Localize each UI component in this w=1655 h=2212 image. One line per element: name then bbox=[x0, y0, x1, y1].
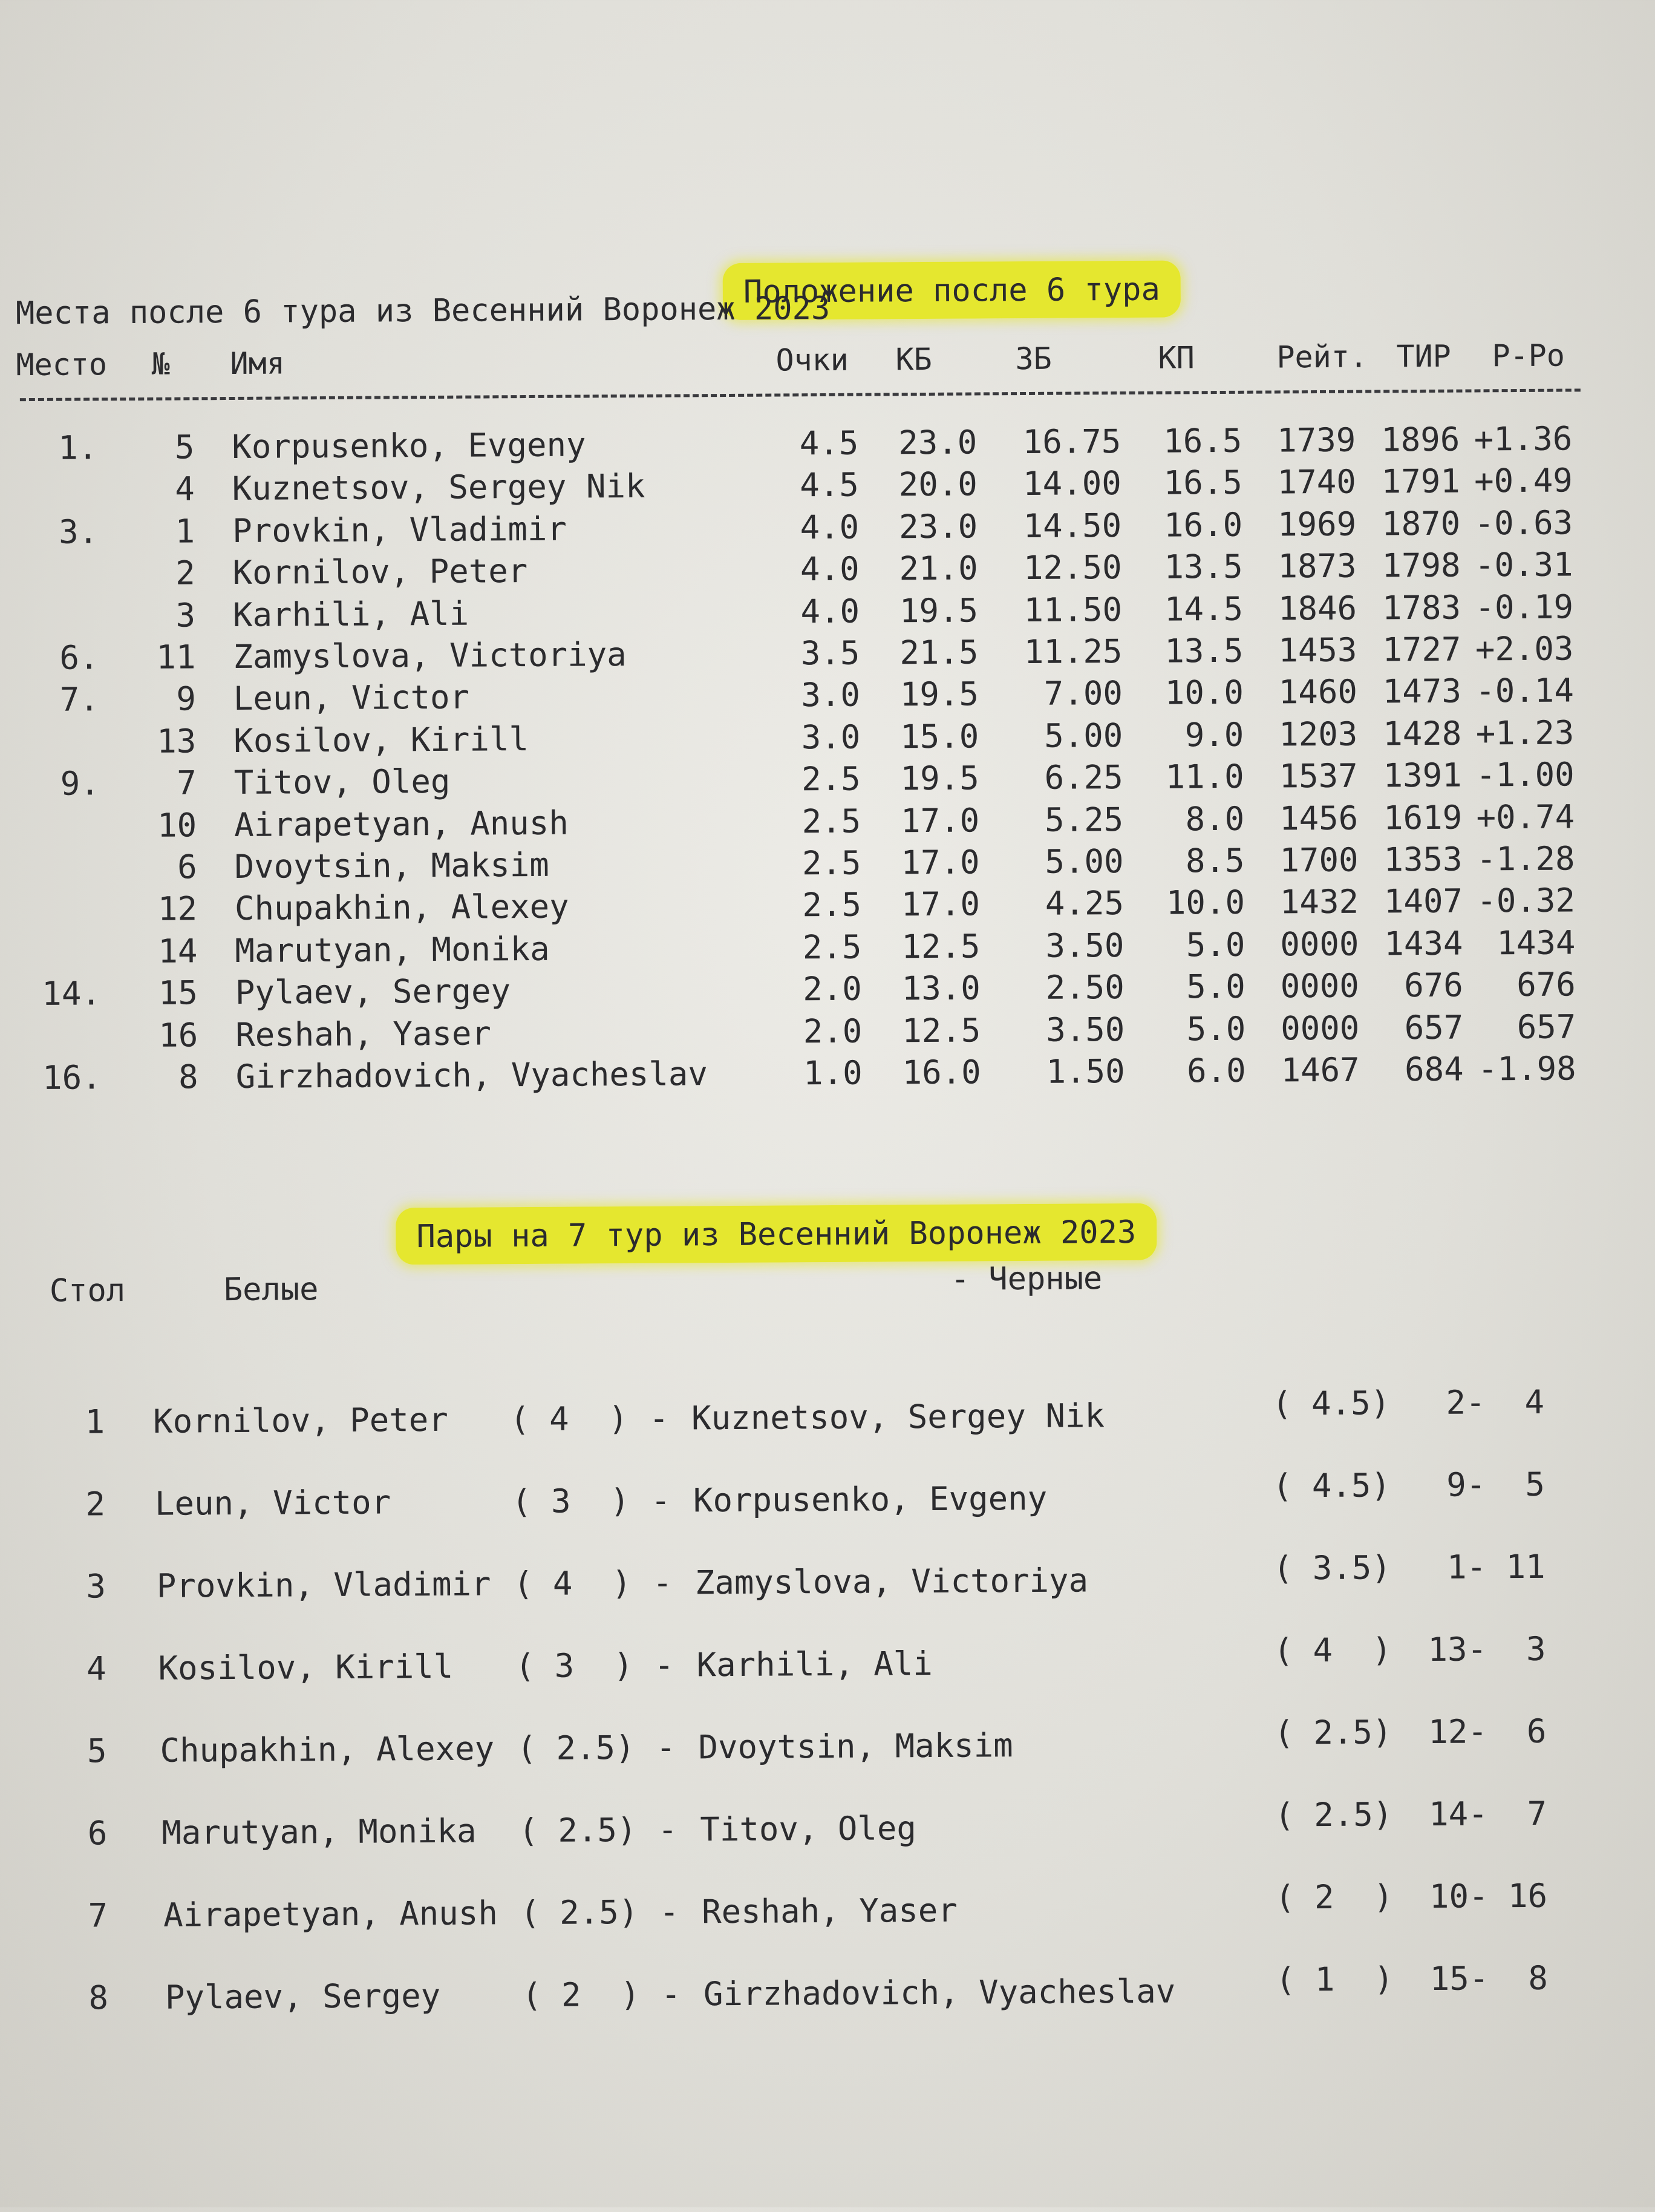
pairing-table: 1 bbox=[85, 1402, 105, 1441]
pairing-bpts: ( 4.5) bbox=[1271, 1384, 1391, 1423]
cell-place: 1. bbox=[58, 428, 98, 467]
cell-place bbox=[0, 552, 98, 553]
cell-kp: 9.0 bbox=[1184, 715, 1244, 754]
header-num: № bbox=[151, 346, 170, 382]
cell-points: 4.0 bbox=[800, 592, 860, 631]
cell-kb: 21.5 bbox=[899, 633, 979, 672]
cell-delta: -1.98 bbox=[1477, 1049, 1576, 1088]
pairing-nums: 14- 7 bbox=[1428, 1794, 1547, 1833]
pairing-nums: 9- 5 bbox=[1446, 1465, 1546, 1504]
cell-tpr: 1473 bbox=[1382, 672, 1462, 711]
cell-rating: 1740 bbox=[1277, 462, 1356, 502]
cell-name: Zamyslova, Victoriya bbox=[233, 635, 627, 676]
pairing-nums: 12- 6 bbox=[1428, 1712, 1547, 1751]
cell-points: 3.0 bbox=[801, 675, 861, 715]
cell-rating: 1846 bbox=[1278, 589, 1357, 628]
pairing-wpts: ( 3 ) bbox=[511, 1482, 630, 1521]
pairing-wpts: ( 2.5) bbox=[517, 1728, 635, 1768]
cell-points: 4.5 bbox=[800, 465, 859, 505]
cell-tpr: 657 bbox=[1404, 1008, 1464, 1047]
cell-points: 4.5 bbox=[799, 424, 859, 463]
pairing-white: Marutyan, Monika bbox=[162, 1811, 477, 1852]
pairing-black: Dvoytsin, Maksim bbox=[698, 1726, 1013, 1767]
cell-rating: 1203 bbox=[1279, 715, 1358, 754]
cell-rating: 1537 bbox=[1279, 756, 1358, 796]
standings-title: Положение после 6 тура bbox=[723, 260, 1181, 320]
cell-delta: +1.23 bbox=[1475, 713, 1575, 753]
pairing-table: 3 bbox=[86, 1567, 106, 1606]
cell-zb: 1.50 bbox=[1046, 1052, 1125, 1091]
pairing-nums: 13- 3 bbox=[1428, 1629, 1546, 1669]
pairing-black: Titov, Oleg bbox=[700, 1809, 917, 1849]
pairing-table: 7 bbox=[88, 1896, 108, 1935]
cell-delta: +2.03 bbox=[1475, 629, 1574, 669]
cell-delta: -0.32 bbox=[1477, 881, 1576, 920]
pairing-white: Provkin, Vladimir bbox=[156, 1565, 491, 1605]
pairing-bpts: ( 4.5) bbox=[1272, 1466, 1391, 1505]
cell-name: Kuznetsov, Sergey Nik bbox=[232, 466, 645, 508]
cell-tpr: 1783 bbox=[1382, 588, 1461, 627]
pairing-nums: 15- 8 bbox=[1429, 1958, 1549, 1998]
cell-tpr: 1727 bbox=[1382, 630, 1461, 669]
cell-kb: 19.5 bbox=[899, 591, 979, 630]
pairing-white: Pylaev, Sergey bbox=[165, 1976, 441, 2017]
cell-rating: 1453 bbox=[1278, 630, 1357, 670]
cell-num: 8 bbox=[178, 1058, 198, 1096]
cell-rating: 0000 bbox=[1280, 966, 1360, 1006]
cell-points: 2.5 bbox=[801, 759, 861, 799]
pairing-row bbox=[4, 1794, 1655, 1856]
cell-zb: 11.25 bbox=[1023, 632, 1123, 672]
cell-kb: 17.0 bbox=[900, 801, 980, 840]
cell-kp: 16.5 bbox=[1163, 463, 1242, 502]
pairing-sep: - bbox=[654, 1646, 674, 1684]
cell-points: 2.0 bbox=[803, 969, 863, 1009]
cell-delta: 657 bbox=[1516, 1007, 1576, 1047]
cell-name: Titov, Oleg bbox=[233, 762, 451, 802]
cell-tpr: 1434 bbox=[1384, 924, 1463, 963]
cell-delta: -0.14 bbox=[1475, 671, 1575, 710]
pairing-black: Karhili, Ali bbox=[696, 1644, 933, 1684]
cell-zb: 6.25 bbox=[1044, 758, 1123, 797]
cell-delta: 1434 bbox=[1497, 923, 1576, 963]
pairing-black: Reshah, Yaser bbox=[701, 1891, 958, 1931]
pairing-table: 8 bbox=[88, 1978, 109, 2017]
cell-num: 13 bbox=[157, 722, 197, 761]
cell-tpr: 1870 bbox=[1381, 504, 1461, 543]
pairing-sep: - bbox=[648, 1399, 669, 1438]
cell-kb: 21.0 bbox=[899, 549, 978, 588]
cell-rating: 0000 bbox=[1281, 1009, 1360, 1048]
pairing-wpts: ( 2.5) bbox=[518, 1810, 637, 1850]
cell-name: Airapetyan, Anush bbox=[233, 803, 569, 844]
header-white: Белые bbox=[223, 1271, 319, 1309]
cell-kp: 14.5 bbox=[1164, 589, 1244, 629]
pairing-sep: - bbox=[656, 1728, 676, 1767]
cell-delta: -1.28 bbox=[1476, 839, 1575, 879]
cell-kb: 17.0 bbox=[901, 843, 980, 882]
cell-name: Pylaev, Sergey bbox=[235, 972, 511, 1012]
cell-num: 3 bbox=[175, 596, 196, 635]
pairings-title: Пары на 7 тур из Весенний Воронеж 2023 bbox=[396, 1203, 1157, 1265]
pairing-table: 6 bbox=[87, 1814, 108, 1853]
pairing-sep: - bbox=[652, 1563, 673, 1602]
pairing-wpts: ( 4 ) bbox=[513, 1563, 632, 1603]
pairing-bpts: ( 1 ) bbox=[1275, 1960, 1394, 1999]
cell-rating: 0000 bbox=[1280, 924, 1359, 964]
pairing-wpts: ( 2 ) bbox=[521, 1975, 641, 2015]
pairing-nums: 2- 4 bbox=[1446, 1382, 1545, 1422]
cell-place: 7. bbox=[59, 680, 100, 719]
header-rating: Рейт. bbox=[1276, 339, 1368, 375]
cell-num: 11 bbox=[156, 638, 196, 676]
cell-delta: -1.00 bbox=[1475, 755, 1575, 794]
pairing-wpts: ( 2.5) bbox=[520, 1893, 639, 1932]
cell-kb: 23.0 bbox=[898, 423, 978, 462]
pairing-white: Kornilov, Peter bbox=[152, 1400, 449, 1441]
cell-kb: 19.5 bbox=[900, 759, 979, 798]
pairing-table: 5 bbox=[87, 1732, 107, 1770]
cell-zb: 5.00 bbox=[1045, 842, 1124, 881]
cell-kp: 16.5 bbox=[1163, 421, 1242, 460]
cell-zb: 11.50 bbox=[1023, 591, 1123, 630]
cell-zb: 2.50 bbox=[1045, 967, 1125, 1007]
cell-kp: 8.5 bbox=[1185, 841, 1245, 880]
cell-delta: +0.49 bbox=[1474, 461, 1573, 500]
cell-tpr: 1896 bbox=[1381, 420, 1460, 459]
cell-kp: 5.0 bbox=[1186, 967, 1246, 1006]
cell-delta: -0.19 bbox=[1475, 587, 1574, 627]
cell-name: Leun, Victor bbox=[233, 678, 470, 718]
cell-tpr: 1619 bbox=[1383, 798, 1463, 837]
cell-kp: 10.0 bbox=[1164, 673, 1244, 712]
cell-num: 9 bbox=[176, 679, 197, 718]
cell-zb: 3.50 bbox=[1045, 926, 1125, 965]
cell-zb: 14.50 bbox=[1023, 506, 1122, 546]
cell-rating: 1739 bbox=[1277, 420, 1356, 460]
cell-name: Chupakhin, Alexey bbox=[234, 887, 569, 928]
cell-name: Girzhadovich, Vyacheslav bbox=[235, 1055, 708, 1096]
pairing-sep: - bbox=[658, 1810, 678, 1849]
pairing-black: Girzhadovich, Vyacheslav bbox=[703, 1972, 1176, 2014]
cell-rating: 1700 bbox=[1279, 840, 1359, 880]
cell-kb: 12.5 bbox=[902, 1011, 981, 1050]
cell-rating: 1873 bbox=[1278, 546, 1357, 586]
cell-num: 6 bbox=[177, 848, 197, 886]
header-black: - Черные bbox=[950, 1260, 1103, 1298]
pairing-bpts: ( 2.5) bbox=[1274, 1713, 1392, 1752]
cell-kp: 11.0 bbox=[1165, 757, 1244, 796]
cell-kb: 13.0 bbox=[901, 969, 981, 1008]
cell-rating: 1467 bbox=[1281, 1050, 1360, 1090]
cell-zb: 5.00 bbox=[1044, 716, 1123, 755]
cell-tpr: 1428 bbox=[1383, 714, 1462, 753]
cell-points: 2.5 bbox=[802, 928, 862, 967]
pairing-white: Leun, Victor bbox=[154, 1483, 391, 1523]
cell-zb: 4.25 bbox=[1045, 884, 1125, 923]
cell-points: 2.0 bbox=[803, 1012, 863, 1051]
cell-kb: 23.0 bbox=[898, 507, 978, 546]
cell-tpr: 1798 bbox=[1382, 546, 1461, 585]
standings-subtitle: Места после 6 тура из Весенний Воронеж 2023 bbox=[15, 290, 831, 332]
pairing-white: Chupakhin, Alexey bbox=[160, 1729, 495, 1770]
cell-delta: +1.36 bbox=[1474, 419, 1573, 459]
cell-points: 2.5 bbox=[801, 843, 861, 883]
cell-delta: 676 bbox=[1516, 965, 1576, 1004]
pairing-row bbox=[2, 1382, 1655, 1444]
cell-kp: 5.0 bbox=[1186, 1009, 1246, 1049]
pairing-black: Zamyslova, Victoriya bbox=[694, 1561, 1089, 1602]
cell-place: 14. bbox=[42, 974, 102, 1013]
cell-place: 9. bbox=[60, 764, 100, 803]
cell-name: Marutyan, Monika bbox=[235, 929, 550, 970]
cell-kp: 6.0 bbox=[1186, 1051, 1246, 1090]
cell-rating: 1432 bbox=[1279, 882, 1359, 921]
cell-num: 16 bbox=[158, 1016, 198, 1055]
pairing-row bbox=[5, 1958, 1655, 2020]
header-name: Имя bbox=[230, 345, 285, 382]
pairing-nums: 10- 16 bbox=[1429, 1876, 1548, 1916]
cell-num: 4 bbox=[175, 470, 195, 508]
pairing-table: 4 bbox=[86, 1649, 106, 1688]
pairing-nums: 1- 11 bbox=[1446, 1547, 1546, 1586]
cell-num: 12 bbox=[157, 889, 198, 928]
pairing-row bbox=[5, 1876, 1655, 1938]
pairing-bpts: ( 4 ) bbox=[1273, 1631, 1392, 1670]
cell-tpr: 1391 bbox=[1383, 756, 1462, 795]
pairing-row bbox=[3, 1547, 1655, 1609]
pairing-black: Korpusenko, Evgeny bbox=[693, 1479, 1048, 1520]
pairing-row bbox=[3, 1629, 1655, 1691]
cell-zb: 7.00 bbox=[1043, 674, 1123, 713]
cell-place bbox=[0, 846, 100, 847]
cell-place: 16. bbox=[42, 1058, 102, 1097]
pairing-white: Airapetyan, Anush bbox=[163, 1894, 498, 1934]
pairing-row bbox=[4, 1712, 1655, 1773]
pairing-row bbox=[2, 1465, 1655, 1526]
cell-kp: 16.0 bbox=[1163, 505, 1243, 545]
cell-kb: 17.0 bbox=[901, 885, 981, 924]
pairing-sep: - bbox=[661, 1975, 681, 2014]
pairing-sep: - bbox=[659, 1893, 679, 1931]
pairing-wpts: ( 3 ) bbox=[515, 1646, 633, 1686]
cell-kp: 5.0 bbox=[1186, 925, 1245, 964]
cell-place bbox=[0, 888, 100, 889]
cell-name: Dvoytsin, Maksim bbox=[234, 845, 549, 886]
cell-kp: 13.5 bbox=[1164, 631, 1244, 670]
cell-rating: 1969 bbox=[1277, 505, 1357, 544]
cell-tpr: 1791 bbox=[1381, 462, 1460, 501]
cell-zb: 16.75 bbox=[1022, 422, 1121, 462]
cell-kp: 10.0 bbox=[1166, 883, 1245, 922]
cell-kp: 13.5 bbox=[1164, 547, 1243, 586]
header-place: Место bbox=[16, 347, 108, 383]
cell-place: 3. bbox=[58, 512, 99, 551]
cell-kb: 19.5 bbox=[899, 675, 979, 714]
cell-points: 2.5 bbox=[802, 885, 862, 924]
cell-zb: 12.50 bbox=[1023, 548, 1122, 587]
cell-name: Provkin, Vladimir bbox=[232, 509, 567, 550]
pairing-white: Kosilov, Kirill bbox=[158, 1647, 454, 1687]
cell-num: 15 bbox=[158, 973, 198, 1012]
cell-points: 4.0 bbox=[800, 549, 860, 589]
header-tpr: ТИР bbox=[1396, 338, 1451, 375]
cell-tpr: 676 bbox=[1404, 966, 1464, 1005]
cell-points: 3.0 bbox=[801, 718, 861, 757]
cell-delta: -0.31 bbox=[1474, 545, 1573, 584]
cell-num: 14 bbox=[158, 932, 198, 970]
pairing-bpts: ( 2 ) bbox=[1275, 1877, 1394, 1917]
cell-zb: 3.50 bbox=[1046, 1010, 1125, 1049]
pairing-wpts: ( 4 ) bbox=[509, 1399, 628, 1439]
cell-name: Korpusenko, Evgeny bbox=[232, 425, 586, 466]
header-kb: КБ bbox=[895, 341, 932, 378]
pairing-black: Kuznetsov, Sergey Nik bbox=[691, 1396, 1105, 1438]
cell-name: Reshah, Yaser bbox=[235, 1014, 492, 1054]
cell-rating: 1456 bbox=[1279, 799, 1359, 838]
header-delta: Р-Ро bbox=[1492, 338, 1565, 374]
cell-tpr: 1407 bbox=[1383, 882, 1463, 921]
header-separator bbox=[20, 388, 1581, 401]
cell-points: 1.0 bbox=[803, 1053, 863, 1093]
cell-zb: 14.00 bbox=[1022, 464, 1121, 503]
cell-name: Kornilov, Peter bbox=[232, 552, 528, 592]
cell-delta: -0.63 bbox=[1474, 503, 1573, 543]
cell-kb: 12.5 bbox=[901, 927, 981, 966]
cell-delta: +0.74 bbox=[1476, 797, 1575, 837]
cell-kb: 15.0 bbox=[900, 717, 979, 756]
header-kp: КП bbox=[1158, 340, 1195, 376]
cell-tpr: 1353 bbox=[1383, 840, 1463, 879]
cell-num: 5 bbox=[174, 428, 195, 466]
header-zb: ЗБ bbox=[1015, 341, 1052, 377]
pairing-sep: - bbox=[650, 1481, 671, 1520]
cell-kp: 8.0 bbox=[1185, 799, 1245, 839]
cell-points: 3.5 bbox=[800, 633, 860, 673]
cell-points: 4.0 bbox=[800, 508, 860, 547]
header-points: Очки bbox=[775, 342, 849, 378]
cell-kb: 20.0 bbox=[898, 465, 978, 504]
cell-num: 1 bbox=[175, 512, 195, 551]
cell-points: 2.5 bbox=[801, 802, 861, 841]
pairing-bpts: ( 2.5) bbox=[1275, 1795, 1393, 1834]
cell-name: Kosilov, Kirill bbox=[233, 720, 529, 760]
cell-zb: 5.25 bbox=[1044, 800, 1124, 839]
cell-kb: 16.0 bbox=[902, 1053, 981, 1092]
cell-place: 6. bbox=[59, 638, 99, 677]
header-table: Стол bbox=[49, 1272, 126, 1309]
cell-name: Karhili, Ali bbox=[232, 594, 469, 634]
cell-num: 10 bbox=[157, 806, 197, 845]
cell-num: 7 bbox=[177, 764, 197, 802]
pairing-bpts: ( 3.5) bbox=[1273, 1548, 1391, 1588]
pairing-table: 2 bbox=[85, 1485, 106, 1523]
cell-place bbox=[0, 468, 98, 469]
cell-tpr: 684 bbox=[1404, 1050, 1464, 1089]
cell-num: 2 bbox=[175, 554, 195, 592]
cell-rating: 1460 bbox=[1278, 672, 1358, 712]
